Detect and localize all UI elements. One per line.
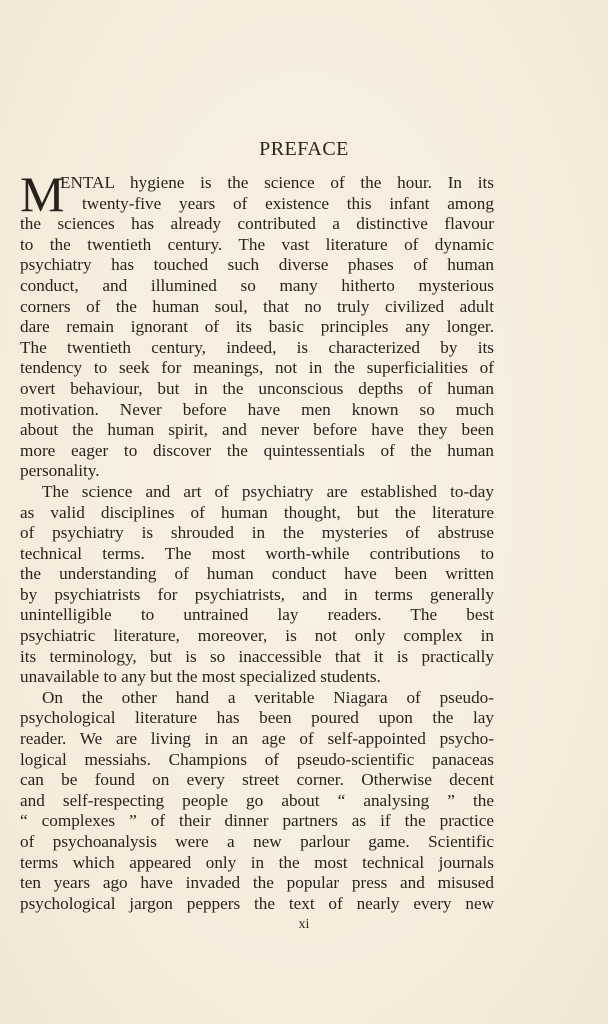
text-line: reader. We are living in an age of self-appointed psycho-	[20, 729, 494, 749]
page-number: xi	[298, 917, 310, 932]
page-title: PREFACE	[259, 138, 349, 160]
text-line: unintelligible to untrained lay readers. The best	[20, 605, 494, 625]
text-line: conduct, and illumined so many hitherto mysterious	[20, 275, 494, 295]
text-line: psychiatric literature, moreover, is not only complex in	[20, 626, 494, 646]
text-line: psychiatry has touched such diverse phases of human	[20, 255, 494, 275]
text-line: the sciences has already contributed a distinctive flavour	[20, 214, 494, 234]
text-line: On the other hand a veritable Niagara of pseudo-	[42, 687, 494, 707]
text-line: corners of the human soul, that no truly civilized adult	[20, 296, 494, 316]
text-line: psychological literature has been poured upon the lay	[20, 708, 494, 728]
text-line: overt behaviour, but in the unconscious depths of human	[20, 378, 494, 398]
text-line: more eager to discover the quintessentials of the human	[20, 440, 494, 460]
drop-cap: M	[20, 166, 65, 222]
text-line: can be found on every street corner. Otherwise decent	[20, 770, 494, 790]
text-line: psychological jargon peppers the text of nearly every new	[20, 893, 494, 913]
text-line: ten years ago have invaded the popular press and misused	[20, 873, 494, 893]
text-line: technical terms. The most worth-while contributions to	[20, 543, 494, 563]
text-line: tendency to seek for meanings, not in the superficialities of	[20, 358, 494, 378]
text-line: by psychiatrists for psychiatrists, and in terms generally	[20, 584, 494, 604]
text-line: personality.	[20, 461, 100, 481]
text-line: of psychiatry is shrouded in the mysteries of abstruse	[20, 523, 494, 543]
text-line: and self-respecting people go about “ analysing ” the	[20, 790, 494, 810]
text-line: dare remain ignorant of its basic principles any longer.	[20, 317, 494, 337]
text-line: unavailable to any but the most specialized students.	[20, 667, 381, 687]
preface-body	[20, 166, 494, 914]
text-line: terms which appeared only in the most technical journals	[20, 852, 494, 872]
text-line: motivation. Never before have men known so much	[20, 399, 494, 419]
text-line: twenty-five years of existence this infant among	[82, 193, 494, 213]
text-line: as valid disciplines of human thought, but the literature	[20, 502, 494, 522]
text-line: to the twentieth century. The vast literature of dynamic	[20, 234, 494, 254]
text-line: of psychoanalysis were a new parlour game. Scientific	[20, 832, 494, 851]
text-line: its terminology, but is so inaccessible that it is practically	[20, 646, 494, 666]
text-line: ENTAL hygiene is the science of the hour. In its	[60, 173, 494, 192]
text-line: The science and art of psychiatry are established to-day	[42, 481, 494, 501]
text-line: The twentieth century, indeed, is characterized by its	[20, 337, 494, 357]
text-line: “ complexes ” of their dinner partners as if the practice	[20, 811, 494, 831]
text-line: logical messiahs. Champions of pseudo-scientific panaceas	[20, 749, 494, 769]
text-line: the understanding of human conduct have been written	[20, 564, 494, 584]
text-line: about the human spirit, and never before have they been	[20, 420, 494, 440]
